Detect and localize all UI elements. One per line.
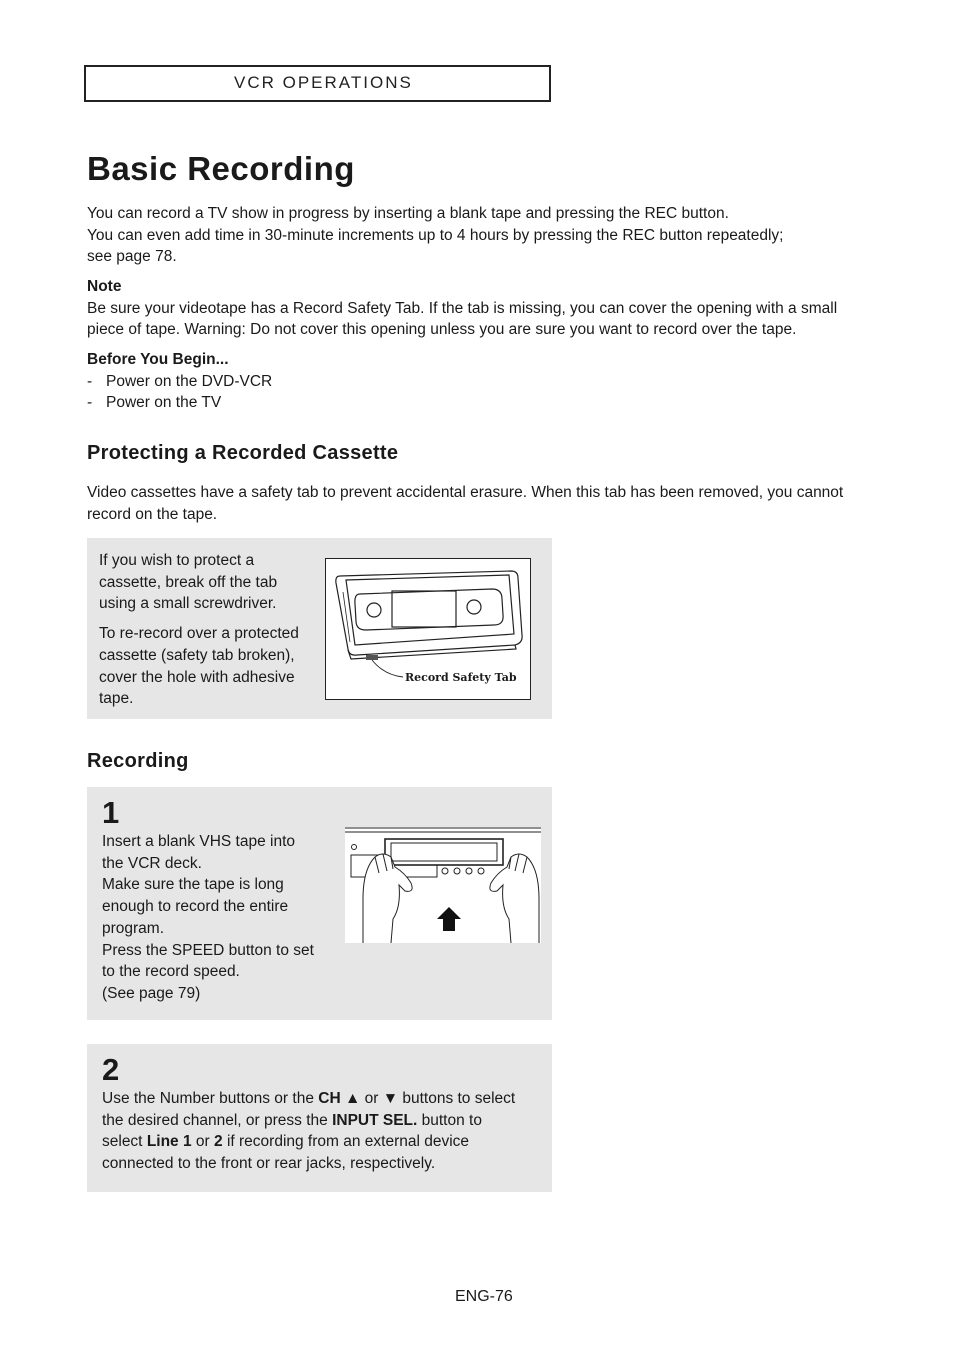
step-number: 1 <box>102 795 120 830</box>
text-run: Use the Number buttons or the <box>102 1090 319 1107</box>
protect-panel-text <box>99 550 329 710</box>
step-line: Press the SPEED button to set <box>102 941 314 959</box>
step-line: the VCR deck. <box>102 854 202 872</box>
list-item-text: Power on the TV <box>106 394 222 412</box>
step-line: (See page 79) <box>102 984 201 1002</box>
section-header-label: VCR OPERATIONS <box>234 73 413 92</box>
note-heading: Note <box>87 278 122 295</box>
record-safety-tab-label: Record Safety Tab <box>405 671 517 684</box>
list-item <box>87 392 487 414</box>
note-line: Be sure your videotape has a Record Safety Tab. If the tab is missing, you can cover the opening with a small <box>87 299 838 317</box>
section-header <box>84 65 551 102</box>
page-number: ENG-76 <box>455 1288 513 1305</box>
intro-line: You can even add time in 30-minute increments up to 4 hours by pressing the REC button repeatedly; <box>87 226 784 244</box>
step-line: enough to record the entire <box>102 898 289 916</box>
cassette-illustration <box>325 558 531 700</box>
intro-line: You can record a TV show in progress by inserting a blank tape and pressing the REC button. <box>87 205 729 222</box>
protect-panel <box>87 538 552 719</box>
before-heading: Before You Begin... <box>87 351 229 368</box>
step-line: program. <box>102 919 165 937</box>
panel-line: tape. <box>99 690 134 708</box>
ch-label: CH <box>318 1090 341 1107</box>
text-run: ▲ or ▼ buttons to select <box>340 1090 516 1107</box>
panel-line: using a small screwdriver. <box>99 595 277 613</box>
text-run: button to <box>417 1111 482 1129</box>
protect-line: Video cassettes have a safety tab to prevent accidental erasure. When this tab has been removed, you cannot <box>87 484 844 501</box>
panel-line: cover the hole with adhesive <box>99 668 295 686</box>
step-line <box>102 1110 547 1132</box>
note-line: piece of tape. Warning: Do not cover this opening unless you are sure you want to record over the tape. <box>87 321 797 339</box>
before-you-begin <box>87 349 487 414</box>
step-line <box>102 1131 547 1153</box>
text-run: the desired channel, or press the <box>102 1111 333 1129</box>
protect-line: record on the tape. <box>87 505 218 523</box>
text-run: or <box>191 1133 215 1151</box>
input-sel-label: INPUT SEL. <box>332 1111 418 1129</box>
dash-bullet: - <box>87 394 93 412</box>
step-1-text <box>102 831 342 1005</box>
line-2-label: 2 <box>214 1133 223 1151</box>
step-2-text <box>102 1088 547 1175</box>
protect-paragraph <box>87 482 917 525</box>
insert-tape-illustration <box>345 827 541 943</box>
text-run: select <box>102 1133 147 1151</box>
note-block <box>87 276 917 341</box>
insert-tape-icon <box>345 827 541 943</box>
protect-heading: Protecting a Recorded Cassette <box>87 442 399 464</box>
step-line: connected to the front or rear jacks, respectively. <box>102 1155 436 1173</box>
step-number: 2 <box>102 1052 120 1087</box>
step-line <box>102 1088 547 1110</box>
list-item-text: Power on the DVD-VCR <box>106 372 273 390</box>
recording-heading: Recording <box>87 750 189 772</box>
step-line: Insert a blank VHS tape into <box>102 833 296 850</box>
step-line: to the record speed. <box>102 963 240 981</box>
panel-line: If you wish to protect a <box>99 552 255 569</box>
step-2-panel <box>87 1044 552 1192</box>
panel-line: cassette (safety tab broken), <box>99 646 295 664</box>
list-item <box>87 371 487 393</box>
step-1-panel <box>87 787 552 1020</box>
intro-line: see page 78. <box>87 248 177 266</box>
text-run: if recording from an external device <box>222 1133 470 1151</box>
panel-line: cassette, break off the tab <box>99 573 278 591</box>
panel-line: To re-record over a protected <box>99 625 299 643</box>
page-title: Basic Recording <box>87 150 355 187</box>
intro-paragraph <box>87 203 907 268</box>
line-1-label: Line 1 <box>146 1133 192 1151</box>
dash-bullet: - <box>87 372 93 390</box>
step-line: Make sure the tape is long <box>102 876 284 894</box>
